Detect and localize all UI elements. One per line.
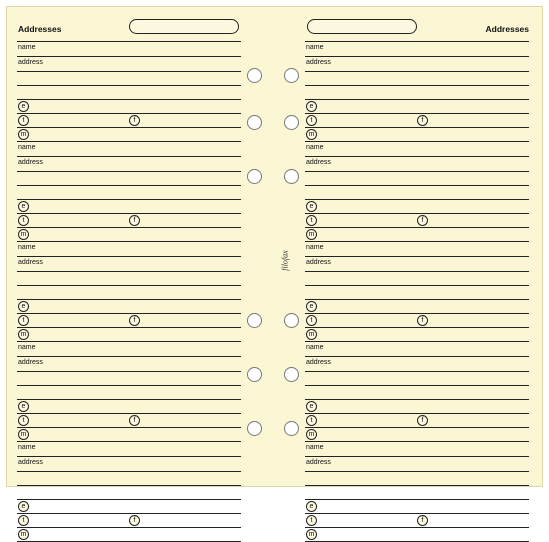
entry-line[interactable]	[17, 228, 241, 242]
mobile-icon: m	[18, 329, 29, 340]
binder-hole	[284, 115, 299, 130]
entry-line[interactable]	[17, 428, 241, 442]
entry-line[interactable]	[305, 42, 529, 57]
binder-hole	[247, 68, 262, 83]
binder-hole	[284, 313, 299, 328]
entry-line[interactable]	[305, 114, 529, 128]
entry-line[interactable]	[305, 514, 529, 528]
entry-line[interactable]	[17, 372, 241, 386]
email-icon: e	[306, 501, 317, 512]
entry-line[interactable]	[17, 528, 241, 542]
binder-hole	[284, 169, 299, 184]
entry-line[interactable]	[17, 442, 241, 457]
telephone-icon: t	[18, 315, 29, 326]
mobile-icon: m	[18, 429, 29, 440]
email-icon: e	[306, 101, 317, 112]
entry-line[interactable]	[305, 242, 529, 257]
name-label: name	[306, 44, 324, 51]
telephone-icon: t	[18, 215, 29, 226]
entry-line[interactable]	[305, 228, 529, 242]
mobile-icon: m	[306, 229, 317, 240]
name-label: name	[18, 44, 36, 51]
entry-line[interactable]	[17, 300, 241, 314]
name-label: name	[18, 444, 36, 451]
right-page-header	[305, 7, 529, 42]
entry-line[interactable]	[305, 200, 529, 214]
entry-line[interactable]	[305, 486, 529, 500]
address-label: address	[306, 159, 331, 166]
entry-line[interactable]	[17, 257, 241, 272]
mobile-icon: m	[18, 229, 29, 240]
entry-line[interactable]	[305, 142, 529, 157]
page-title: Addresses	[18, 24, 62, 34]
entry-line[interactable]	[305, 86, 529, 100]
entry-line[interactable]	[305, 286, 529, 300]
entry-line[interactable]	[17, 214, 241, 228]
fax-icon: f	[129, 115, 140, 126]
telephone-icon: t	[18, 515, 29, 526]
entry-line[interactable]	[305, 157, 529, 172]
fax-icon: f	[417, 515, 428, 526]
entry-line[interactable]	[305, 72, 529, 86]
entry-line[interactable]	[17, 114, 241, 128]
entry-line[interactable]	[305, 342, 529, 357]
telephone-icon: t	[306, 415, 317, 426]
entry-line[interactable]	[17, 286, 241, 300]
name-label: name	[306, 444, 324, 451]
telephone-icon: t	[306, 215, 317, 226]
mobile-icon: m	[306, 129, 317, 140]
entry-line[interactable]	[305, 300, 529, 314]
mobile-icon: m	[18, 529, 29, 540]
name-label: name	[18, 144, 36, 151]
index-tab-field[interactable]	[129, 19, 239, 34]
mobile-icon: m	[306, 529, 317, 540]
entry-line[interactable]	[17, 486, 241, 500]
entry-line[interactable]	[17, 414, 241, 428]
address-label: address	[18, 259, 43, 266]
brand-logo	[279, 240, 289, 280]
telephone-icon: t	[306, 115, 317, 126]
entry-line[interactable]	[305, 172, 529, 186]
email-icon: e	[306, 401, 317, 412]
entry-line[interactable]	[305, 186, 529, 200]
address-label: address	[18, 459, 43, 466]
binder-hole	[247, 169, 262, 184]
mobile-icon: m	[306, 429, 317, 440]
fax-icon: f	[417, 315, 428, 326]
left-page-header	[17, 7, 241, 42]
entry-line[interactable]	[17, 186, 241, 200]
telephone-icon: t	[18, 115, 29, 126]
fax-icon: f	[417, 115, 428, 126]
entry-line[interactable]	[17, 472, 241, 486]
entry-line[interactable]	[305, 442, 529, 457]
entry-line[interactable]	[17, 400, 241, 414]
entry-line[interactable]	[17, 272, 241, 286]
entry-line[interactable]	[17, 500, 241, 514]
name-label: name	[306, 244, 324, 251]
email-icon: e	[18, 401, 29, 412]
fax-icon: f	[417, 215, 428, 226]
name-label: name	[306, 344, 324, 351]
entry-line[interactable]	[17, 314, 241, 328]
address-label: address	[18, 359, 43, 366]
entry-line[interactable]	[305, 428, 529, 442]
email-icon: e	[306, 201, 317, 212]
binder-hole	[247, 367, 262, 382]
telephone-icon: t	[18, 415, 29, 426]
entry-line[interactable]	[17, 514, 241, 528]
address-label: address	[18, 159, 43, 166]
fax-icon: f	[129, 415, 140, 426]
entry-line[interactable]	[17, 128, 241, 142]
entry-line[interactable]	[17, 157, 241, 172]
index-tab-field[interactable]	[307, 19, 417, 34]
mobile-icon: m	[306, 329, 317, 340]
entry-line[interactable]	[17, 328, 241, 342]
entry-line[interactable]	[17, 457, 241, 472]
binder-hole	[247, 115, 262, 130]
binder-hole	[284, 421, 299, 436]
entry-line[interactable]	[305, 528, 529, 542]
email-icon: e	[306, 301, 317, 312]
address-label: address	[306, 59, 331, 66]
entry-line[interactable]	[17, 386, 241, 400]
mobile-icon: m	[18, 129, 29, 140]
entry-line[interactable]	[305, 472, 529, 486]
entry-line[interactable]	[17, 72, 241, 86]
entry-line[interactable]	[17, 357, 241, 372]
telephone-icon: t	[306, 315, 317, 326]
right-page	[305, 7, 529, 538]
left-page	[17, 7, 241, 538]
entry-line[interactable]	[305, 372, 529, 386]
fax-icon: f	[129, 515, 140, 526]
entry-line[interactable]	[17, 172, 241, 186]
entry-line[interactable]	[17, 142, 241, 157]
entry-line[interactable]	[305, 386, 529, 400]
page-title: Addresses	[485, 24, 529, 34]
entry-line[interactable]	[305, 214, 529, 228]
binder-hole	[247, 313, 262, 328]
email-icon: e	[18, 501, 29, 512]
address-label: address	[306, 259, 331, 266]
entry-line[interactable]	[17, 342, 241, 357]
fax-icon: f	[129, 315, 140, 326]
organizer-sheet	[6, 6, 543, 538]
entry-line[interactable]	[17, 86, 241, 100]
entry-line[interactable]	[17, 242, 241, 257]
entry-line[interactable]	[17, 200, 241, 214]
email-icon: e	[18, 301, 29, 312]
fax-icon: f	[129, 215, 140, 226]
entry-line[interactable]	[305, 128, 529, 142]
entry-line[interactable]	[305, 457, 529, 472]
entry-line[interactable]	[305, 272, 529, 286]
binder-hole	[247, 421, 262, 436]
entry-line[interactable]	[305, 400, 529, 414]
entry-line[interactable]	[305, 57, 529, 72]
name-label: name	[18, 244, 36, 251]
entry-line[interactable]	[305, 257, 529, 272]
entry-line[interactable]	[305, 357, 529, 372]
entry-line[interactable]	[17, 100, 241, 114]
name-label: name	[306, 144, 324, 151]
address-label: address	[306, 459, 331, 466]
address-label: address	[306, 359, 331, 366]
entry-line[interactable]	[305, 100, 529, 114]
fax-icon: f	[417, 415, 428, 426]
brand-text: filofax	[280, 250, 290, 271]
binder-hole	[284, 367, 299, 382]
address-label: address	[18, 59, 43, 66]
entry-line[interactable]	[17, 42, 241, 57]
entry-line[interactable]	[305, 500, 529, 514]
email-icon: e	[18, 101, 29, 112]
entry-line[interactable]	[305, 414, 529, 428]
entry-line[interactable]	[305, 328, 529, 342]
binder-hole	[284, 68, 299, 83]
entry-line[interactable]	[17, 57, 241, 72]
email-icon: e	[18, 201, 29, 212]
name-label: name	[18, 344, 36, 351]
telephone-icon: t	[306, 515, 317, 526]
entry-line[interactable]	[305, 314, 529, 328]
